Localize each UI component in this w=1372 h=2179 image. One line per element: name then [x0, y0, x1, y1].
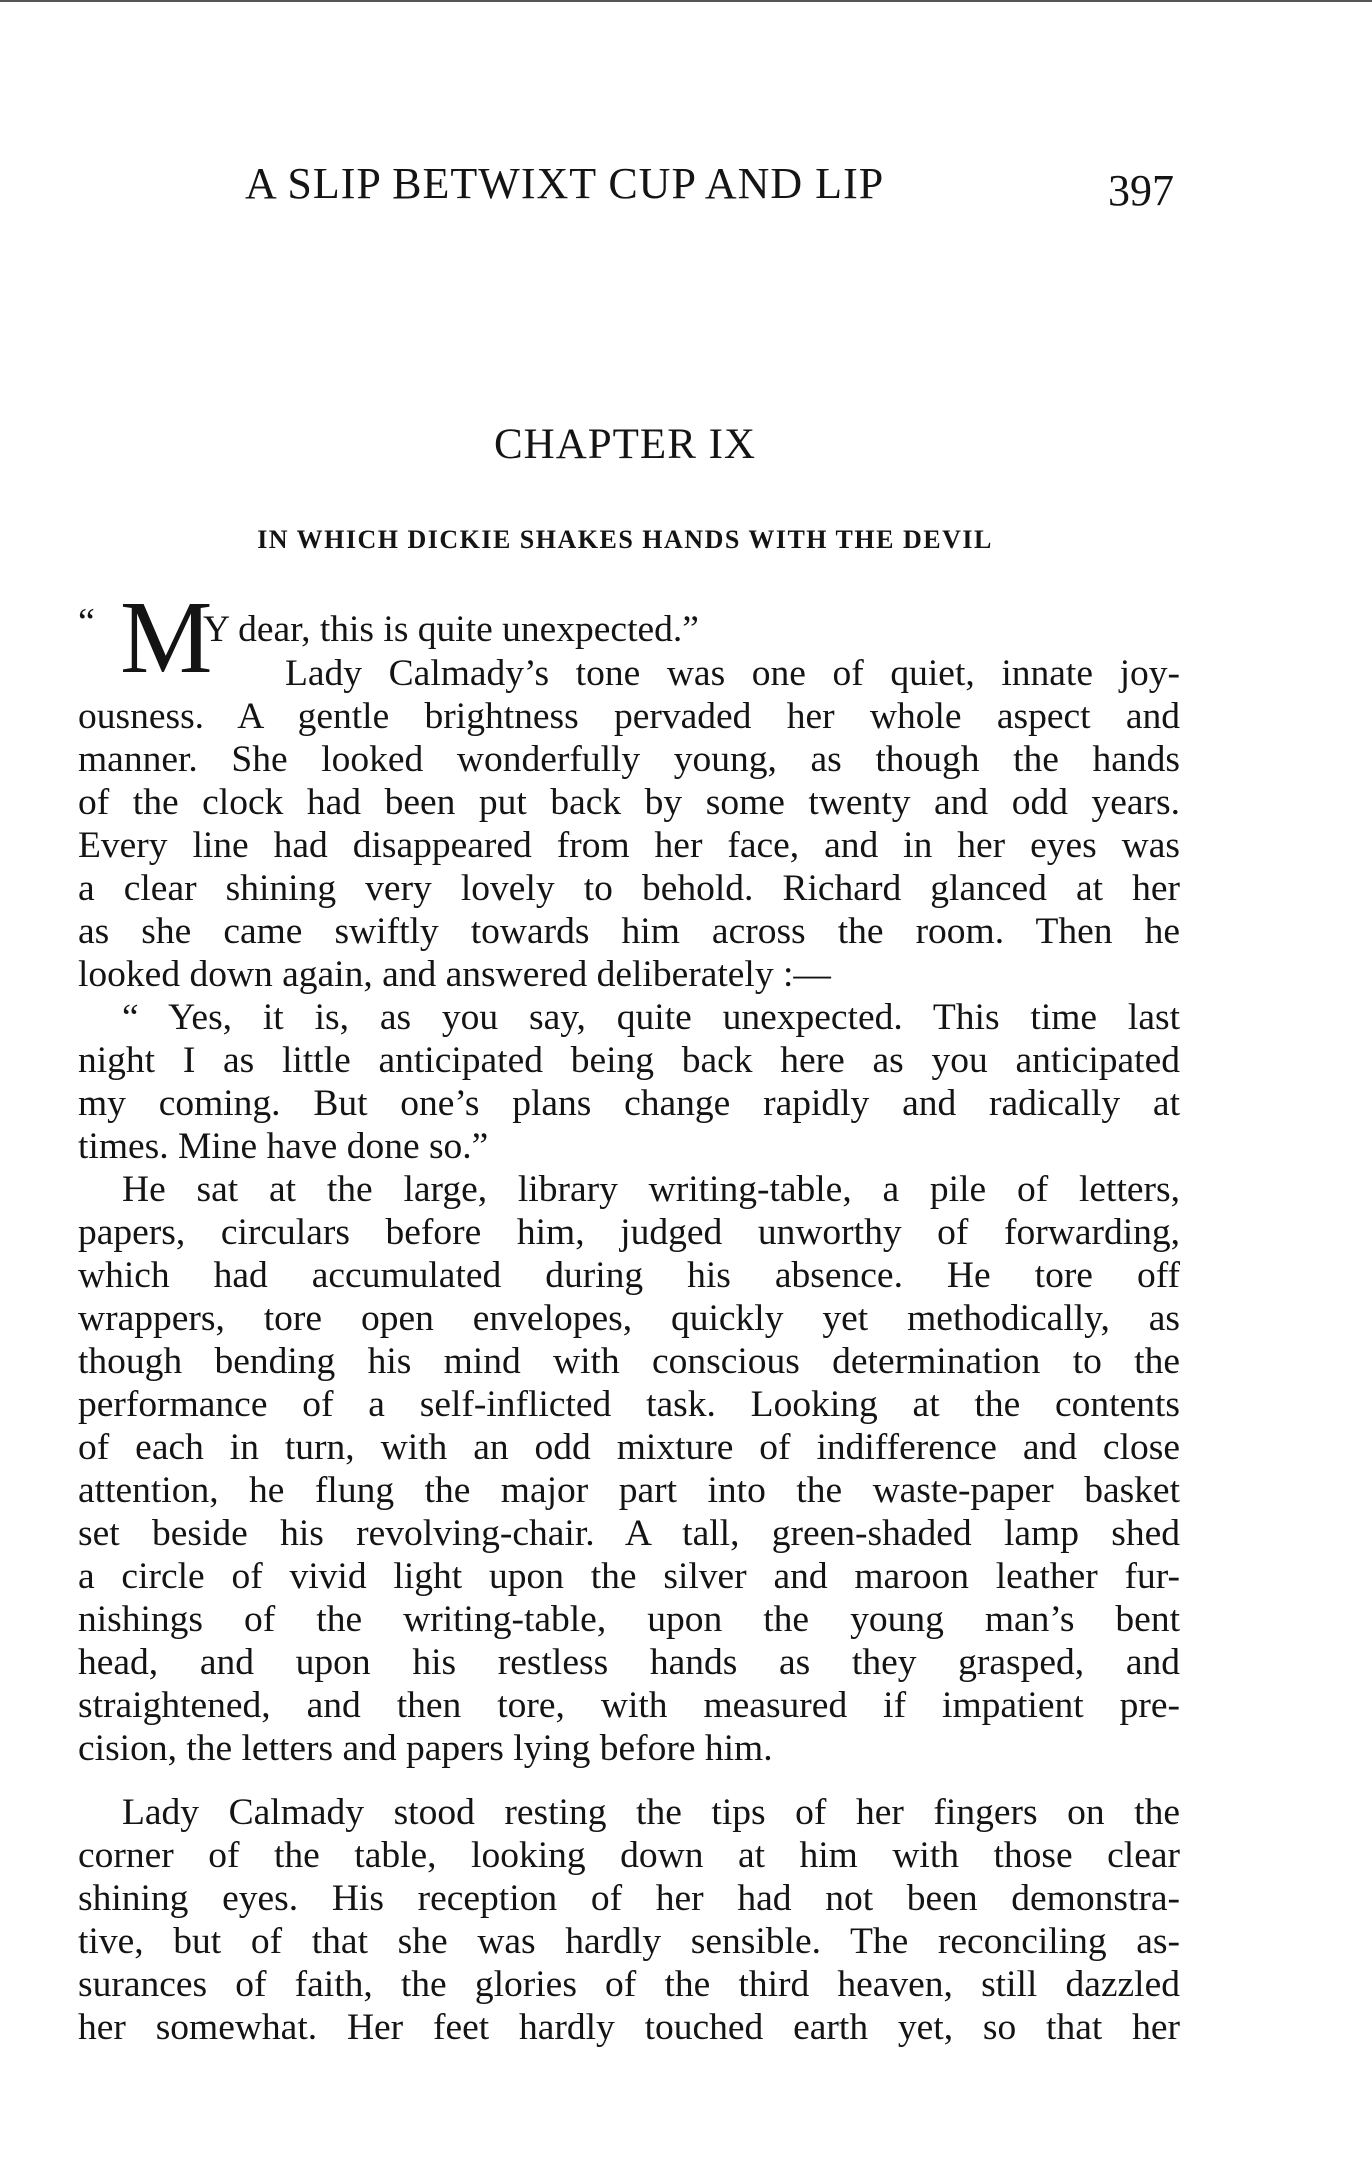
opening-quote-mark: “ — [78, 601, 95, 643]
text-line: performance of a self-inflicted task. Looking at the contents — [78, 1384, 1180, 1425]
text-line: of each in turn, with an odd mixture of indifference and close — [78, 1427, 1180, 1468]
text-line: times. Mine have done so.” — [78, 1126, 489, 1167]
text-line: which had accumulated during his absence. He tore off — [78, 1255, 1180, 1296]
text-line: head, and upon his restless hands as they grasped, and — [78, 1642, 1180, 1683]
text-line: a clear shining very lovely to behold. Richard glanced at her — [78, 868, 1180, 909]
text-line: of the clock had been put back by some twenty and odd years. — [78, 782, 1180, 823]
chapter-subtitle: IN WHICH DICKIE SHAKES HANDS WITH THE DEVIL — [257, 525, 993, 554]
text-line: “ Yes, it is, as you say, quite unexpected. This time last — [122, 997, 1180, 1038]
running-title: A SLIP BETWIXT CUP AND LIP — [245, 159, 885, 208]
drop-cap-letter: M — [120, 580, 213, 695]
text-line: a circle of vivid light upon the silver and maroon leather fur- — [78, 1556, 1180, 1597]
text-line: shining eyes. His reception of her had not been demonstra- — [78, 1878, 1180, 1919]
text-line: my coming. But one’s plans change rapidly and radically at — [78, 1083, 1180, 1124]
text-line: attention, he flung the major part into the waste-paper basket — [78, 1470, 1180, 1511]
text-line: Lady Calmady’s tone was one of quiet, innate joy- — [285, 653, 1180, 694]
text-line: tive, but of that she was hardly sensible. The reconciling as- — [78, 1921, 1180, 1962]
text-line: set beside his revolving-chair. A tall, green-shaded lamp shed — [78, 1513, 1180, 1554]
chapter-title: CHAPTER IX — [493, 421, 757, 468]
text-line: night I as little anticipated being back here as you anticipated — [78, 1040, 1180, 1081]
text-line: Lady Calmady stood resting the tips of her fingers on the — [122, 1792, 1180, 1833]
text-line: corner of the table, looking down at him with those clear — [78, 1835, 1180, 1876]
text-line: her somewhat. Her feet hardly touched earth yet, so that her — [78, 2007, 1180, 2048]
text-line: nishings of the writing-table, upon the young man’s bent — [78, 1599, 1180, 1640]
text-line: manner. She looked wonderfully young, as though the hands — [78, 739, 1180, 780]
text-line: cision, the letters and papers lying before him. — [78, 1728, 773, 1769]
text-line: wrappers, tore open envelopes, quickly yet methodically, as — [78, 1298, 1180, 1339]
text-line: though bending his mind with conscious determination to the — [78, 1341, 1180, 1382]
text-line: ousness. A gentle brightness pervaded her whole aspect and — [78, 696, 1180, 737]
top-border-rule — [0, 0, 1372, 2]
text-line: as she came swiftly towards him across the room. Then he — [78, 911, 1180, 952]
first-line-text: Y dear, this is quite unexpected.” — [203, 609, 699, 650]
text-line: Every line had disappeared from her face, and in her eyes was — [78, 825, 1180, 866]
text-line: papers, circulars before him, judged unworthy of forwarding, — [78, 1212, 1180, 1253]
text-line: surances of faith, the glories of the third heaven, still dazzled — [78, 1964, 1180, 2005]
page-number: 397 — [1108, 166, 1174, 215]
text-line: He sat at the large, library writing-table, a pile of letters, — [122, 1169, 1180, 1210]
text-line: straightened, and then tore, with measured if impatient pre- — [78, 1685, 1180, 1726]
text-line: looked down again, and answered deliberately :— — [78, 954, 831, 995]
